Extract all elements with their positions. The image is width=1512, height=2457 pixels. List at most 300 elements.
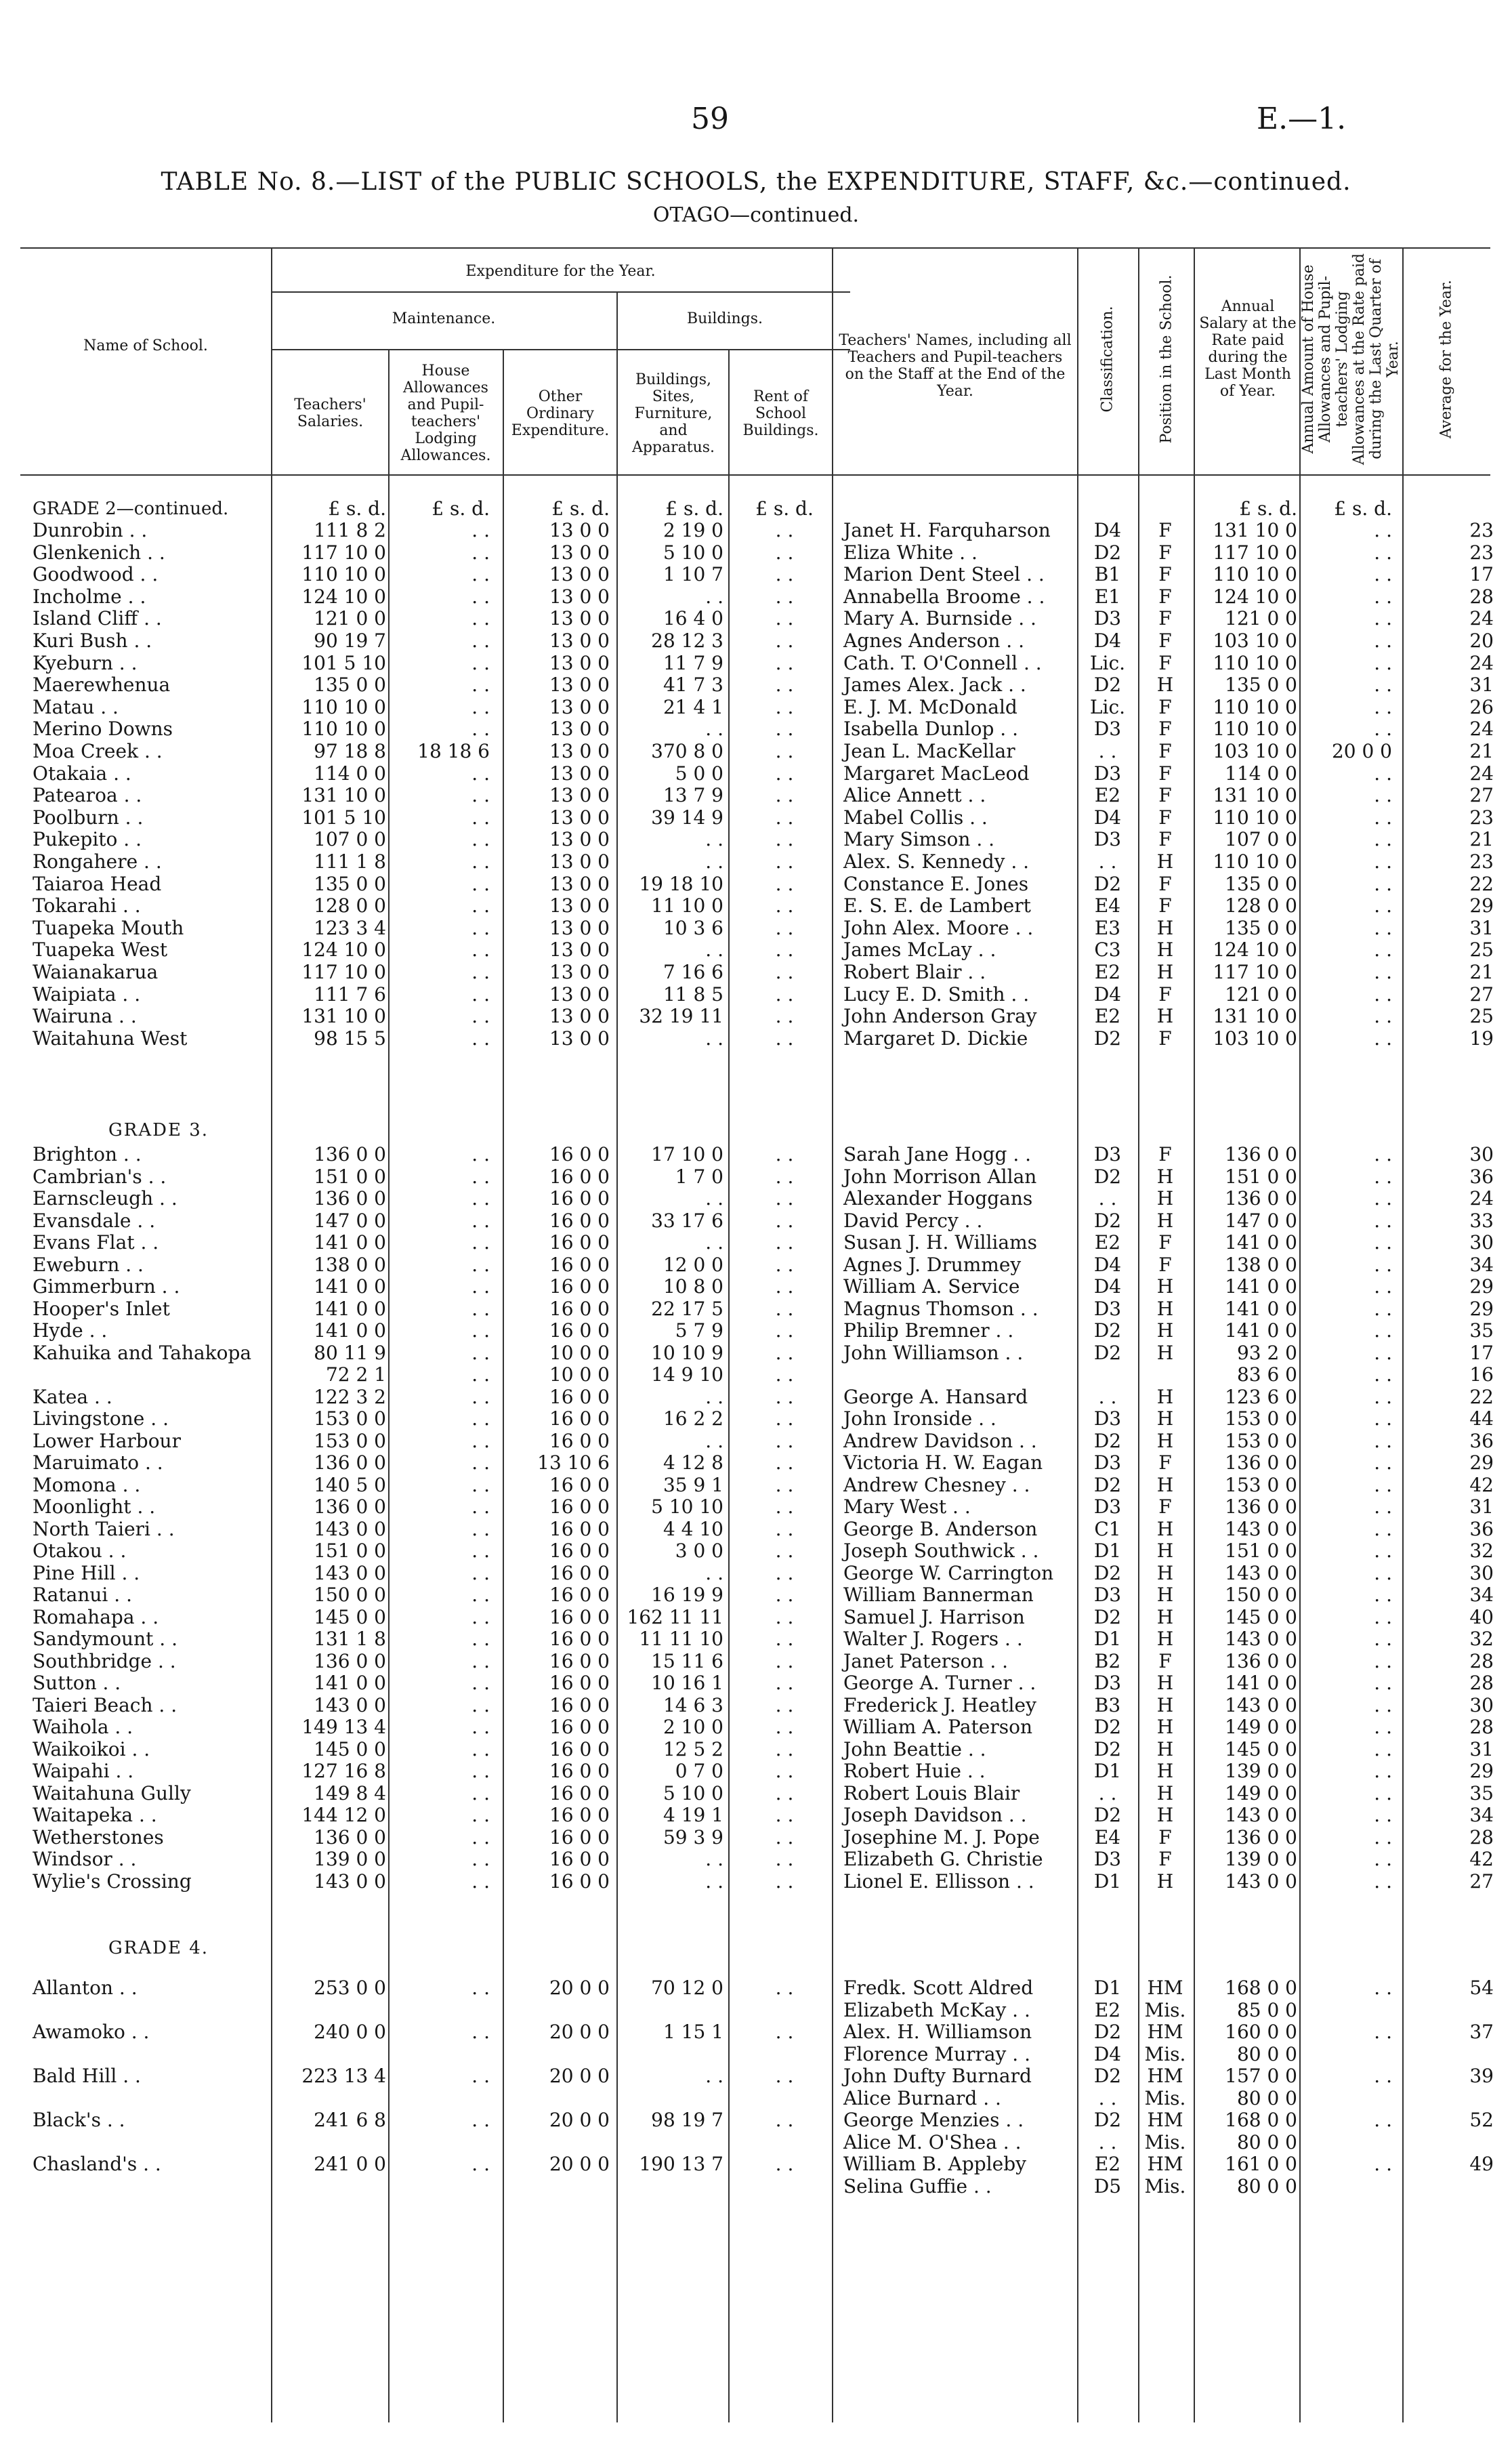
table-row (0, 2044, 1512, 2065)
cell-bld: 98 19 7 (651, 2109, 723, 2131)
table-row (0, 851, 1512, 873)
cell-hse: . . (471, 1517, 490, 1540)
cell-rent: . . (775, 1143, 794, 1165)
cell-name: Evans Flat . . (33, 1231, 159, 1254)
cell-name: Otakaia . . (33, 762, 131, 785)
cell-hse: . . (471, 1005, 490, 1028)
cell-rent: . . (775, 740, 794, 762)
cell-oth: 13 0 0 (549, 718, 610, 741)
cell-hse: . . (471, 1716, 490, 1738)
cell-oth: 16 0 0 (549, 1870, 610, 1893)
cell-ann: 157 0 0 (1225, 2065, 1297, 2087)
page-number: 59 (691, 102, 729, 136)
cell-sal: 101 5 10 (301, 806, 386, 829)
cell-ann: 135 0 0 (1225, 916, 1297, 939)
cell-avg: 26 (1469, 695, 1494, 718)
cell-avg: 31 (1469, 1737, 1494, 1760)
cell-rent: . . (775, 894, 794, 917)
cell-qtr: . . (1374, 585, 1392, 608)
cell-oth: 13 0 0 (549, 916, 610, 939)
cell-cls: D1 (1093, 1628, 1122, 1650)
cell-avg: 24 (1469, 762, 1494, 785)
cell-oth: 13 0 0 (549, 519, 610, 541)
cell-name: Kyeburn . . (33, 651, 138, 674)
table-row (0, 1254, 1512, 1276)
cell-bld: 5 10 0 (663, 541, 723, 564)
unit-ann: £ s. d. (1239, 497, 1297, 520)
unit-oth: £ s. d. (551, 497, 610, 520)
cell-name: Island Cliff . . (33, 607, 162, 630)
cell-cls: D2 (1093, 2021, 1122, 2043)
cell-avg: 19 (1469, 1027, 1494, 1050)
table-row (0, 1298, 1512, 1320)
cell-teacher: George Menzies . . (843, 2109, 1024, 2131)
cell-oth: 16 0 0 (549, 1804, 610, 1826)
cell-ann: 83 6 0 (1236, 1363, 1297, 1386)
cell-ann: 128 0 0 (1225, 894, 1297, 917)
cell-rent: . . (775, 938, 794, 962)
cell-hse: . . (471, 1341, 490, 1364)
cell-name: Wetherstones (33, 1825, 164, 1849)
cell-name: Moonlight . . (33, 1495, 156, 1518)
cell-cls: E1 (1094, 585, 1121, 608)
cell-teacher: David Percy . . (843, 1209, 983, 1232)
cell-rent: . . (775, 1385, 794, 1408)
cell-rent: . . (775, 916, 794, 939)
cell-rent: . . (775, 1561, 794, 1584)
cell-oth: 13 0 0 (549, 1027, 610, 1050)
cell-pos: H (1156, 1429, 1174, 1452)
cell-oth: 16 0 0 (549, 1473, 610, 1496)
cell-pos: H (1156, 1385, 1174, 1408)
cell-teacher: George A. Turner . . (843, 1672, 1036, 1694)
cell-pos: F (1158, 695, 1172, 718)
cell-bld: 10 10 9 (651, 1341, 723, 1364)
cell-name: Earnscleugh . . (33, 1187, 177, 1210)
cell-bld: 59 3 9 (663, 1825, 723, 1849)
cell-bld: 1 10 7 (663, 563, 723, 586)
cell-hse: . . (471, 1407, 490, 1430)
cell-avg: 22 (1469, 872, 1494, 895)
cell-sal: 136 0 0 (314, 1143, 386, 1165)
grade4-heading: GRADE 4. (108, 1938, 209, 1958)
cell-avg: 42 (1469, 1848, 1494, 1870)
cell-cls: D2 (1093, 1209, 1122, 1232)
cell-hse: . . (471, 1760, 490, 1782)
cell-teacher: John Ironside . . (843, 1407, 996, 1430)
cell-teacher: Robert Huie . . (843, 1760, 986, 1782)
cell-teacher: Marion Dent Steel . . (843, 563, 1045, 586)
cell-rent: . . (775, 1760, 794, 1782)
cell-bld: 162 11 11 (627, 1605, 723, 1628)
cell-ann: 135 0 0 (1225, 674, 1297, 697)
cell-name: Brighton . . (33, 1143, 142, 1165)
cell-rent: . . (775, 1848, 794, 1870)
cell-hse: . . (471, 1187, 490, 1210)
cell-qtr: . . (1374, 1781, 1392, 1804)
cell-rent: . . (775, 784, 794, 807)
cell-cls: B1 (1094, 563, 1121, 586)
table-row (0, 939, 1512, 961)
cell-oth: 13 0 0 (549, 961, 610, 983)
cell-bld: 41 7 3 (663, 674, 723, 697)
cell-pos: H (1156, 1187, 1174, 1210)
cell-avg: 22 (1469, 1385, 1494, 1408)
cell-pos: H (1156, 1341, 1174, 1364)
table-row (0, 2153, 1512, 2175)
cell-avg: 21 (1469, 828, 1494, 851)
cell-sal: 98 15 5 (314, 1027, 386, 1050)
cell-teacher: Mary Simson . . (843, 828, 995, 851)
cell-qtr: . . (1374, 695, 1392, 718)
cell-name: Sutton . . (33, 1672, 121, 1694)
cell-oth: 13 0 0 (549, 651, 610, 674)
cell-ann: 136 0 0 (1225, 1187, 1297, 1210)
cell-teacher: Alice Annett . . (843, 784, 986, 807)
cell-ann: 147 0 0 (1225, 1209, 1297, 1232)
cell-qtr: . . (1374, 1848, 1392, 1870)
cell-sal: 80 11 9 (314, 1341, 386, 1364)
cell-cls: D2 (1093, 1429, 1122, 1452)
cell-bld: 19 18 10 (639, 872, 723, 895)
cell-sal: 143 0 0 (314, 1870, 386, 1893)
header-expenditure: Expenditure for the Year. (465, 262, 656, 280)
cell-teacher: Josephine M. J. Pope (843, 1825, 1040, 1849)
cell-bld: 32 19 11 (639, 1005, 723, 1028)
table-row (0, 564, 1512, 585)
cell-oth: 16 0 0 (549, 1143, 610, 1165)
cell-hse: . . (471, 1429, 490, 1452)
cell-ann: 141 0 0 (1225, 1672, 1297, 1694)
cell-ann: 103 10 0 (1213, 1027, 1297, 1050)
cell-qtr: . . (1374, 1143, 1392, 1165)
table-row (0, 2176, 1512, 2197)
cell-bld: . . (705, 938, 723, 962)
cell-teacher: Alex. H. Williamson (843, 2021, 1032, 2043)
cell-avg: 49 (1469, 2153, 1494, 2175)
cell-qtr: . . (1374, 1561, 1392, 1584)
cell-qtr: . . (1374, 1253, 1392, 1276)
cell-rent: . . (775, 1297, 794, 1320)
cell-rent: . . (775, 1005, 794, 1028)
cell-teacher: Susan J. H. Williams (843, 1231, 1038, 1254)
header-maintenance: Maintenance. (392, 310, 496, 327)
cell-cls: . . (1098, 1187, 1117, 1210)
cell-avg: 24 (1469, 651, 1494, 674)
cell-ann: 117 10 0 (1213, 961, 1297, 983)
cell-rent: . . (775, 1804, 794, 1826)
table-row (0, 1408, 1512, 1430)
cell-qtr: . . (1374, 1693, 1392, 1716)
cell-name: Waitahuna Gully (33, 1781, 191, 1804)
cell-teacher: E. S. E. de Lambert (843, 894, 1031, 917)
cell-bld: 10 8 0 (663, 1275, 723, 1298)
cell-teacher: William Bannerman (843, 1584, 1034, 1606)
cell-sal: 110 10 0 (301, 718, 386, 741)
cell-cls: D1 (1093, 1760, 1122, 1782)
cell-qtr: . . (1374, 1341, 1392, 1364)
cell-qtr: . . (1374, 1231, 1392, 1254)
cell-bld: 10 16 1 (651, 1672, 723, 1694)
cell-qtr: . . (1374, 1804, 1392, 1826)
cell-teacher: Agnes Anderson . . (843, 629, 1025, 652)
cell-teacher: James Alex. Jack . . (843, 674, 1026, 697)
cell-ann: 143 0 0 (1225, 1561, 1297, 1584)
cell-hse: . . (471, 629, 490, 652)
cell-oth: 16 0 0 (549, 1561, 610, 1584)
cell-hse: . . (471, 784, 490, 807)
cell-pos: F (1158, 1848, 1172, 1870)
cell-rent: . . (775, 651, 794, 674)
cell-cls: B2 (1094, 1649, 1121, 1672)
cell-ann: 80 0 0 (1236, 2130, 1297, 2153)
cell-oth: 20 0 0 (549, 2153, 610, 2175)
cell-avg: 21 (1469, 961, 1494, 983)
cell-cls: D2 (1093, 1319, 1122, 1342)
cell-sal: 97 18 8 (314, 740, 386, 762)
table-row (0, 1496, 1512, 1518)
header-classification: Classification. (1099, 306, 1116, 413)
cell-rent: . . (775, 718, 794, 741)
cell-cls: D3 (1093, 828, 1122, 851)
cell-sal: 140 5 0 (314, 1473, 386, 1496)
cell-teacher: Magnus Thomson . . (843, 1297, 1038, 1320)
cell-sal: 241 0 0 (314, 2153, 386, 2175)
cell-oth: 13 0 0 (549, 1005, 610, 1028)
cell-cls: D4 (1093, 519, 1122, 541)
cell-avg: 24 (1469, 1187, 1494, 1210)
cell-avg: 37 (1469, 2021, 1494, 2043)
cell-oth: 16 0 0 (549, 1231, 610, 1254)
cell-pos: F (1158, 585, 1172, 608)
table-row (0, 1430, 1512, 1452)
cell-cls: D4 (1093, 2042, 1122, 2065)
cell-teacher: George B. Anderson (843, 1517, 1038, 1540)
cell-cls: . . (1098, 2130, 1117, 2153)
cell-name: Waipahi . . (33, 1760, 134, 1782)
cell-cls: D3 (1093, 607, 1122, 630)
cell-name: Waitahuna West (33, 1027, 188, 1050)
cell-sal: 139 0 0 (314, 1848, 386, 1870)
cell-hse: . . (471, 541, 490, 564)
cell-oth: 16 0 0 (549, 1848, 610, 1870)
cell-ann: 143 0 0 (1225, 1628, 1297, 1650)
cell-name: Waihola . . (33, 1716, 133, 1738)
cell-pos: F (1158, 563, 1172, 586)
table-row (0, 829, 1512, 850)
cell-bld: 2 10 0 (663, 1716, 723, 1738)
cell-ann: 145 0 0 (1225, 1605, 1297, 1628)
cell-teacher: John Alex. Moore . . (843, 916, 1034, 939)
cell-avg: 28 (1469, 585, 1494, 608)
cell-avg: 34 (1469, 1253, 1494, 1276)
cell-sal: 90 19 7 (314, 629, 386, 652)
cell-ann: 136 0 0 (1225, 1495, 1297, 1518)
cell-sal: 136 0 0 (314, 1825, 386, 1849)
table-row (0, 2000, 1512, 2021)
cell-pos: HM (1147, 2065, 1183, 2087)
cell-ann: 138 0 0 (1225, 1253, 1297, 1276)
table-row (0, 2132, 1512, 2153)
cell-pos: F (1158, 894, 1172, 917)
cell-qtr: . . (1374, 1451, 1392, 1474)
cell-rent: . . (775, 1341, 794, 1364)
table-row (0, 718, 1512, 740)
cell-hse: . . (471, 651, 490, 674)
cell-hse: . . (471, 1737, 490, 1760)
cell-avg: 21 (1469, 740, 1494, 762)
cell-teacher: Alexander Hoggans (843, 1187, 1033, 1210)
cell-oth: 16 0 0 (549, 1540, 610, 1562)
cell-name: Waianakarua (33, 961, 159, 983)
cell-name: Katea . . (33, 1385, 112, 1408)
cell-sal: 141 0 0 (314, 1672, 386, 1694)
cell-pos: Mis. (1144, 2086, 1186, 2109)
cell-sal: 136 0 0 (314, 1649, 386, 1672)
cell-rent: . . (775, 629, 794, 652)
cell-ann: 143 0 0 (1225, 1870, 1297, 1893)
cell-pos: F (1158, 828, 1172, 851)
cell-bld: . . (705, 1561, 723, 1584)
cell-qtr: . . (1374, 1429, 1392, 1452)
cell-hse: . . (471, 1495, 490, 1518)
header-house-allowances: House Allowances and Pupil-teachers' Lodging Allowances. (400, 363, 491, 464)
cell-sal: 122 3 2 (314, 1385, 386, 1408)
cell-ann: 141 0 0 (1225, 1275, 1297, 1298)
cell-avg: 25 (1469, 1005, 1494, 1028)
cell-qtr: . . (1374, 1473, 1392, 1496)
cell-pos: F (1158, 1027, 1172, 1050)
cell-avg: 35 (1469, 1781, 1494, 1804)
cell-rent: . . (775, 1584, 794, 1606)
cell-pos: H (1156, 1319, 1174, 1342)
cell-ann: 136 0 0 (1225, 1143, 1297, 1165)
cell-pos: H (1156, 674, 1174, 697)
page-title: TABLE No. 8.—LIST of the PUBLIC SCHOOLS, the EXPENDITURE, STAFF, &c.—continued. (161, 168, 1351, 196)
table-row (0, 1276, 1512, 1298)
cell-hse: . . (471, 1363, 490, 1386)
cell-oth: 13 0 0 (549, 541, 610, 564)
cell-ann: 110 10 0 (1213, 806, 1297, 829)
cell-name: Awamoko . . (33, 2021, 150, 2043)
cell-pos: F (1158, 784, 1172, 807)
cell-sal: 123 3 4 (314, 916, 386, 939)
header-name-of-school: Name of School. (83, 337, 208, 354)
cell-qtr: . . (1374, 674, 1392, 697)
cell-ann: 80 0 0 (1236, 2174, 1297, 2197)
cell-ann: 110 10 0 (1213, 651, 1297, 674)
cell-oth: 13 0 0 (549, 674, 610, 697)
cell-ann: 150 0 0 (1225, 1584, 1297, 1606)
cell-cls: D2 (1093, 2065, 1122, 2087)
cell-rent: . . (775, 1716, 794, 1738)
table-row (0, 674, 1512, 696)
cell-sal: 143 0 0 (314, 1517, 386, 1540)
cell-sal: 135 0 0 (314, 674, 386, 697)
cell-ann: 153 0 0 (1225, 1407, 1297, 1430)
table-row (0, 520, 1512, 541)
cell-qtr: . . (1374, 872, 1392, 895)
cell-teacher: William A. Service (843, 1275, 1020, 1298)
cell-oth: 16 0 0 (549, 1495, 610, 1518)
cell-ann: 124 10 0 (1213, 585, 1297, 608)
table-row (0, 1144, 1512, 1165)
cell-hse: . . (471, 1628, 490, 1650)
header-teachers-salaries: Teachers' Salaries. (294, 396, 366, 430)
cell-bld: 4 19 1 (663, 1804, 723, 1826)
cell-pos: H (1156, 916, 1174, 939)
cell-pos: H (1156, 1760, 1174, 1782)
cell-cls: C1 (1094, 1517, 1121, 1540)
cell-avg: 31 (1469, 674, 1494, 697)
cell-teacher: Florence Murray . . (843, 2042, 1030, 2065)
cell-cls: D3 (1093, 1848, 1122, 1870)
cell-oth: 13 0 0 (549, 938, 610, 962)
cell-qtr: . . (1374, 651, 1392, 674)
cell-sal: 141 0 0 (314, 1319, 386, 1342)
cell-qtr: . . (1374, 519, 1392, 541)
cell-oth: 16 0 0 (549, 1385, 610, 1408)
cell-qtr: . . (1374, 961, 1392, 983)
cell-teacher: Alex. S. Kennedy . . (843, 850, 1030, 873)
cell-qtr: . . (1374, 1385, 1392, 1408)
cell-pos: H (1156, 938, 1174, 962)
table-row (0, 1166, 1512, 1188)
cell-teacher: Joseph Davidson . . (843, 1804, 1027, 1826)
cell-qtr: . . (1374, 1297, 1392, 1320)
cell-qtr: . . (1374, 1605, 1392, 1628)
cell-bld: 35 9 1 (663, 1473, 723, 1496)
cell-teacher: William B. Appleby (843, 2153, 1026, 2175)
cell-qtr: . . (1374, 1275, 1392, 1298)
cell-qtr: . . (1374, 1628, 1392, 1650)
cell-avg: 28 (1469, 1716, 1494, 1738)
cell-qtr: . . (1374, 2021, 1392, 2043)
header-annual-house: Annual Amount of House Allowances and Pupil-teachers' Lodging Allowances at the Rate paid during the Last Quarter of Year. (1300, 253, 1402, 466)
cell-qtr: . . (1374, 1672, 1392, 1694)
cell-pos: F (1158, 1231, 1172, 1254)
cell-oth: 20 0 0 (549, 2109, 610, 2131)
cell-oth: 16 0 0 (549, 1781, 610, 1804)
cell-rent: . . (775, 1187, 794, 1210)
cell-ann: 153 0 0 (1225, 1429, 1297, 1452)
cell-pos: HM (1147, 2153, 1183, 2175)
cell-pos: H (1156, 1628, 1174, 1650)
cell-ann: 149 0 0 (1225, 1716, 1297, 1738)
cell-oth: 13 0 0 (549, 983, 610, 1006)
cell-teacher: James McLay . . (843, 938, 996, 962)
cell-rent: . . (775, 961, 794, 983)
cell-teacher: Janet Paterson . . (843, 1649, 1009, 1672)
cell-cls: D3 (1093, 1451, 1122, 1474)
cell-bld: 5 0 0 (675, 762, 723, 785)
cell-teacher: George A. Hansard (843, 1385, 1028, 1408)
cell-cls: D4 (1093, 1275, 1122, 1298)
cell-qtr: . . (1374, 1716, 1392, 1738)
cell-bld: . . (705, 1231, 723, 1254)
table-row (0, 1188, 1512, 1210)
table-row (0, 1474, 1512, 1496)
cell-qtr: . . (1374, 784, 1392, 807)
cell-qtr: 20 0 0 (1331, 740, 1392, 762)
cell-bld: 4 4 10 (663, 1517, 723, 1540)
cell-pos: HM (1147, 2021, 1183, 2043)
cell-cls: D3 (1093, 1143, 1122, 1165)
cell-teacher: Alice Burnard . . (843, 2086, 1001, 2109)
cell-hse: . . (471, 961, 490, 983)
cell-cls: D1 (1093, 1540, 1122, 1562)
table-row (0, 917, 1512, 939)
